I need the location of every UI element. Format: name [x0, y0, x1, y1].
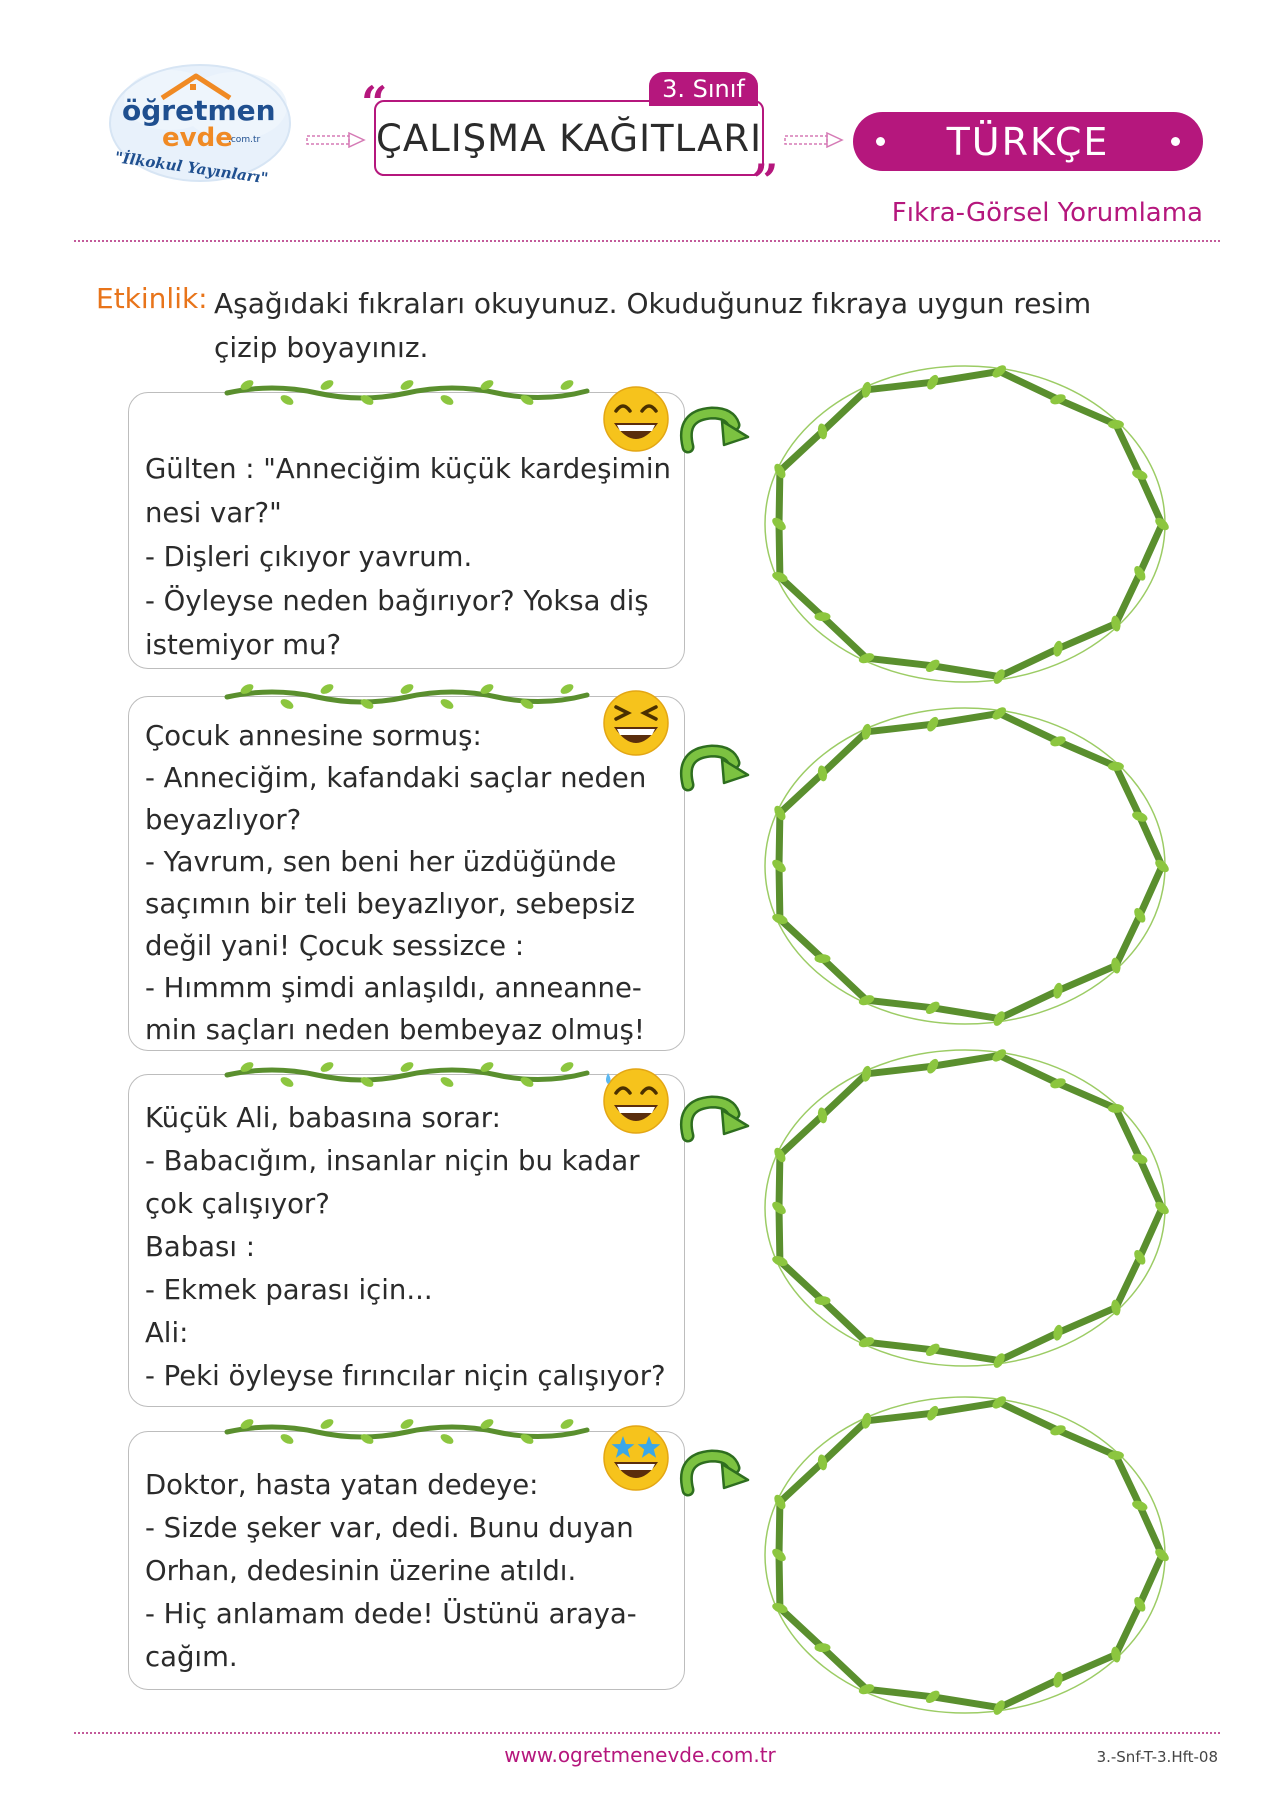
topic-label: Fıkra-Görsel Yorumlama: [891, 198, 1203, 228]
joke-line: istemiyor mu?: [145, 629, 342, 661]
header-arrow-icon: [784, 132, 844, 148]
joke-line: - Hımmm şimdi anlaşıldı, anneanne-: [145, 972, 642, 1004]
open-quote-mark: “: [361, 76, 388, 130]
vine-decoration: [227, 1061, 587, 1087]
header-arrow-icon: [306, 132, 366, 148]
drawing-area-wreath[interactable]: [760, 1046, 1170, 1376]
joke-line: çok çalışıyor?: [145, 1188, 330, 1220]
joke-line: - Babacığım, insanlar niçin bu kadar: [145, 1145, 640, 1177]
joke-line: beyazlıyor?: [145, 804, 302, 836]
joke-line: - Sizde şeker var, dedi. Bunu duyan: [145, 1512, 634, 1544]
joke-card: [128, 392, 685, 669]
class-tab: 3. Sınıf: [649, 72, 758, 106]
curved-arrow-icon: [678, 1446, 750, 1502]
page-code: 3.-Snf-T-3.Hft-08: [1096, 1748, 1218, 1766]
joke-line: Ali:: [145, 1317, 189, 1349]
curved-arrow-icon: [678, 741, 750, 797]
joke-card: [128, 1074, 685, 1407]
joke-line: Küçük Ali, babasına sorar:: [145, 1102, 501, 1134]
joke-text: [145, 1464, 668, 1679]
joke-text: [145, 447, 671, 667]
drawing-area-wreath[interactable]: [760, 1393, 1170, 1723]
joke-line: Doktor, hasta yatan dedeye:: [145, 1469, 539, 1501]
curved-arrow-icon: [678, 403, 750, 459]
joke-line: min saçları neden bembeyaz olmuş!: [145, 1014, 645, 1046]
joke-line: Çocuk annesine sormuş:: [145, 720, 482, 752]
curved-arrow-icon: [678, 1092, 750, 1148]
vine-decoration: [227, 683, 587, 709]
page-title: ÇALIŞMA KAĞITLARI: [376, 116, 763, 160]
joke-line: - Anneciğim, kafandaki saçlar neden: [145, 762, 647, 794]
joke-line: saçımın bir teli beyazlıyor, sebepsiz: [145, 888, 635, 920]
drawing-area-wreath[interactable]: [760, 704, 1170, 1034]
svg-text:evde: evde: [162, 123, 233, 153]
joke-text: [145, 1097, 668, 1398]
joke-line: Gülten : "Anneciğim küçük kardeşimin: [145, 453, 671, 485]
joke-text: [145, 715, 668, 1051]
drawing-area-wreath[interactable]: [760, 362, 1170, 692]
joke-line: değil yani! Çocuk sessizce :: [145, 930, 525, 962]
joke-line: Babası :: [145, 1231, 255, 1263]
joke-card: [128, 696, 685, 1051]
pill-dot: [876, 137, 885, 146]
joke-line: - Öyleyse neden bağırıyor? Yoksa diş: [145, 585, 649, 617]
pill-dot: [1171, 137, 1180, 146]
svg-text:öğretmen: öğretmen: [122, 94, 276, 127]
joke-line: cağım.: [145, 1641, 238, 1673]
svg-text:.com.tr: .com.tr: [228, 135, 261, 145]
activity-instruction: Aşağıdaki fıkraları okuyunuz. Okuduğunuz fıkraya uygun resim çizip boyayınız.: [214, 287, 1092, 364]
joke-line: - Hiç anlamam dede! Üstünü araya-: [145, 1598, 637, 1630]
joke-card: [128, 1431, 685, 1690]
vine-decoration: [227, 379, 587, 405]
joke-line: nesi var?": [145, 497, 282, 529]
svg-text:"İlkokul Yayınları": "İlkokul Yayınları": [113, 148, 270, 188]
header-divider: [74, 240, 1220, 242]
subject-label: TÜRKÇE: [946, 119, 1110, 164]
grinning-face-icon: [602, 385, 670, 453]
joke-line: - Dişleri çıkıyor yavrum.: [145, 541, 473, 573]
subject-badge: [853, 112, 1203, 171]
footer-divider: [74, 1732, 1220, 1734]
title-box: [374, 100, 764, 176]
joke-line: - Ekmek parası için...: [145, 1274, 433, 1306]
ogretmenevde-logo: [100, 58, 305, 208]
joke-line: - Peki öyleyse fırıncılar niçin çalışıyor?: [145, 1360, 666, 1392]
activity-label: Etkinlik:: [96, 282, 208, 315]
footer-url[interactable]: www.ogretmenevde.com.tr: [504, 1743, 776, 1767]
joke-line: - Yavrum, sen beni her üzdüğünde: [145, 846, 617, 878]
close-quote-mark: ”: [752, 154, 779, 208]
joke-line: Orhan, dedesinin üzerine atıldı.: [145, 1555, 577, 1587]
vine-decoration: [227, 1418, 587, 1444]
